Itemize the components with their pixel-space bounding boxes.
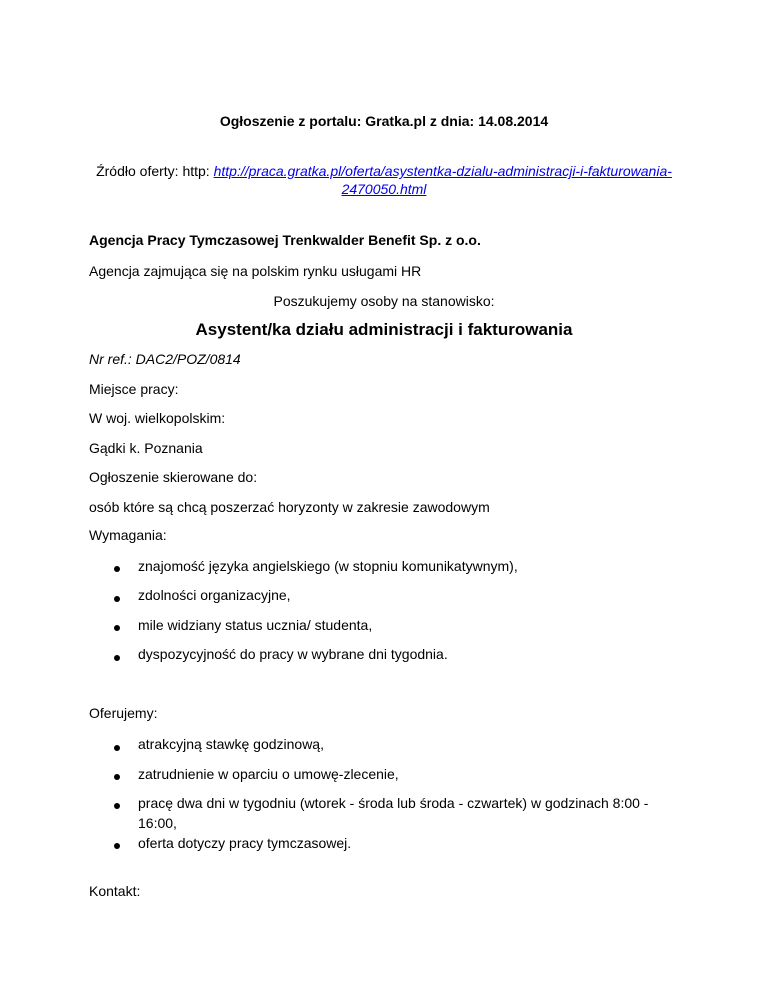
source-link-continued[interactable]: 2470050.html (341, 181, 427, 197)
bullet-icon (114, 625, 120, 631)
list-item: znajomość języka angielskiego (w stopniu komunikatywnym), (138, 558, 518, 574)
contact-label: Kontakt: (89, 883, 141, 899)
list-item-continued: 16:00, (138, 815, 177, 831)
bullet-icon (114, 655, 120, 661)
source-link[interactable]: http://praca.gratka.pl/oferta/asystentka-dzialu-administracji-i-fakturowania- (213, 163, 672, 179)
list-item: oferta dotyczy pracy tymczasowej. (138, 835, 352, 851)
list-item: zatrudnienie w oparciu o umowę-zlecenie, (138, 766, 399, 782)
source-line-2 (0, 181, 768, 197)
audience: osób które są chcą poszerzać horyzonty w zakresie zawodowym (89, 499, 490, 515)
bullet-icon (114, 774, 120, 780)
position-title: Asystent/ka działu administracji i fakturowania (195, 320, 573, 339)
list-item: mile widziany status ucznia/ studenta, (138, 617, 373, 633)
bullet-icon (114, 843, 120, 849)
company-name: Agencja Pracy Tymczasowej Trenkwalder Benefit Sp. z o.o. (89, 232, 481, 248)
bullet-icon (114, 745, 120, 751)
list-item: pracę dwa dni w tygodniu (wtorek - środa lub środa - czwartek) w godzinach 8:00 - (138, 795, 649, 811)
region: W woj. wielkopolskim: (89, 410, 226, 426)
bullet-icon (114, 566, 120, 572)
offer-label: Oferujemy: (89, 705, 158, 721)
workplace-label: Miejsce pracy: (89, 381, 179, 397)
list-item: atrakcyjną stawkę godzinową, (138, 736, 324, 752)
requirements-label: Wymagania: (89, 527, 167, 543)
bullet-icon (114, 803, 120, 809)
source-prefix: Źródło oferty: http: (96, 163, 214, 179)
reference-number: Nr ref.: DAC2/POZ/0814 (89, 351, 241, 367)
audience-label: Ogłoszenie skierowane do: (89, 469, 258, 485)
portal-line: Ogłoszenie z portalu: Gratka.pl z dnia: 14.08.2014 (219, 113, 549, 129)
bullet-icon (114, 596, 120, 602)
source-line (0, 163, 768, 179)
list-item: zdolności organizacyjne, (138, 587, 291, 603)
list-item: dyspozycyjność do pracy w wybrane dni tygodnia. (138, 646, 448, 662)
position-intro: Poszukujemy osoby na stanowisko: (273, 293, 495, 309)
city: Gądki k. Poznania (89, 440, 203, 456)
company-description: Agencja zajmująca się na polskim rynku usługami HR (89, 263, 422, 279)
